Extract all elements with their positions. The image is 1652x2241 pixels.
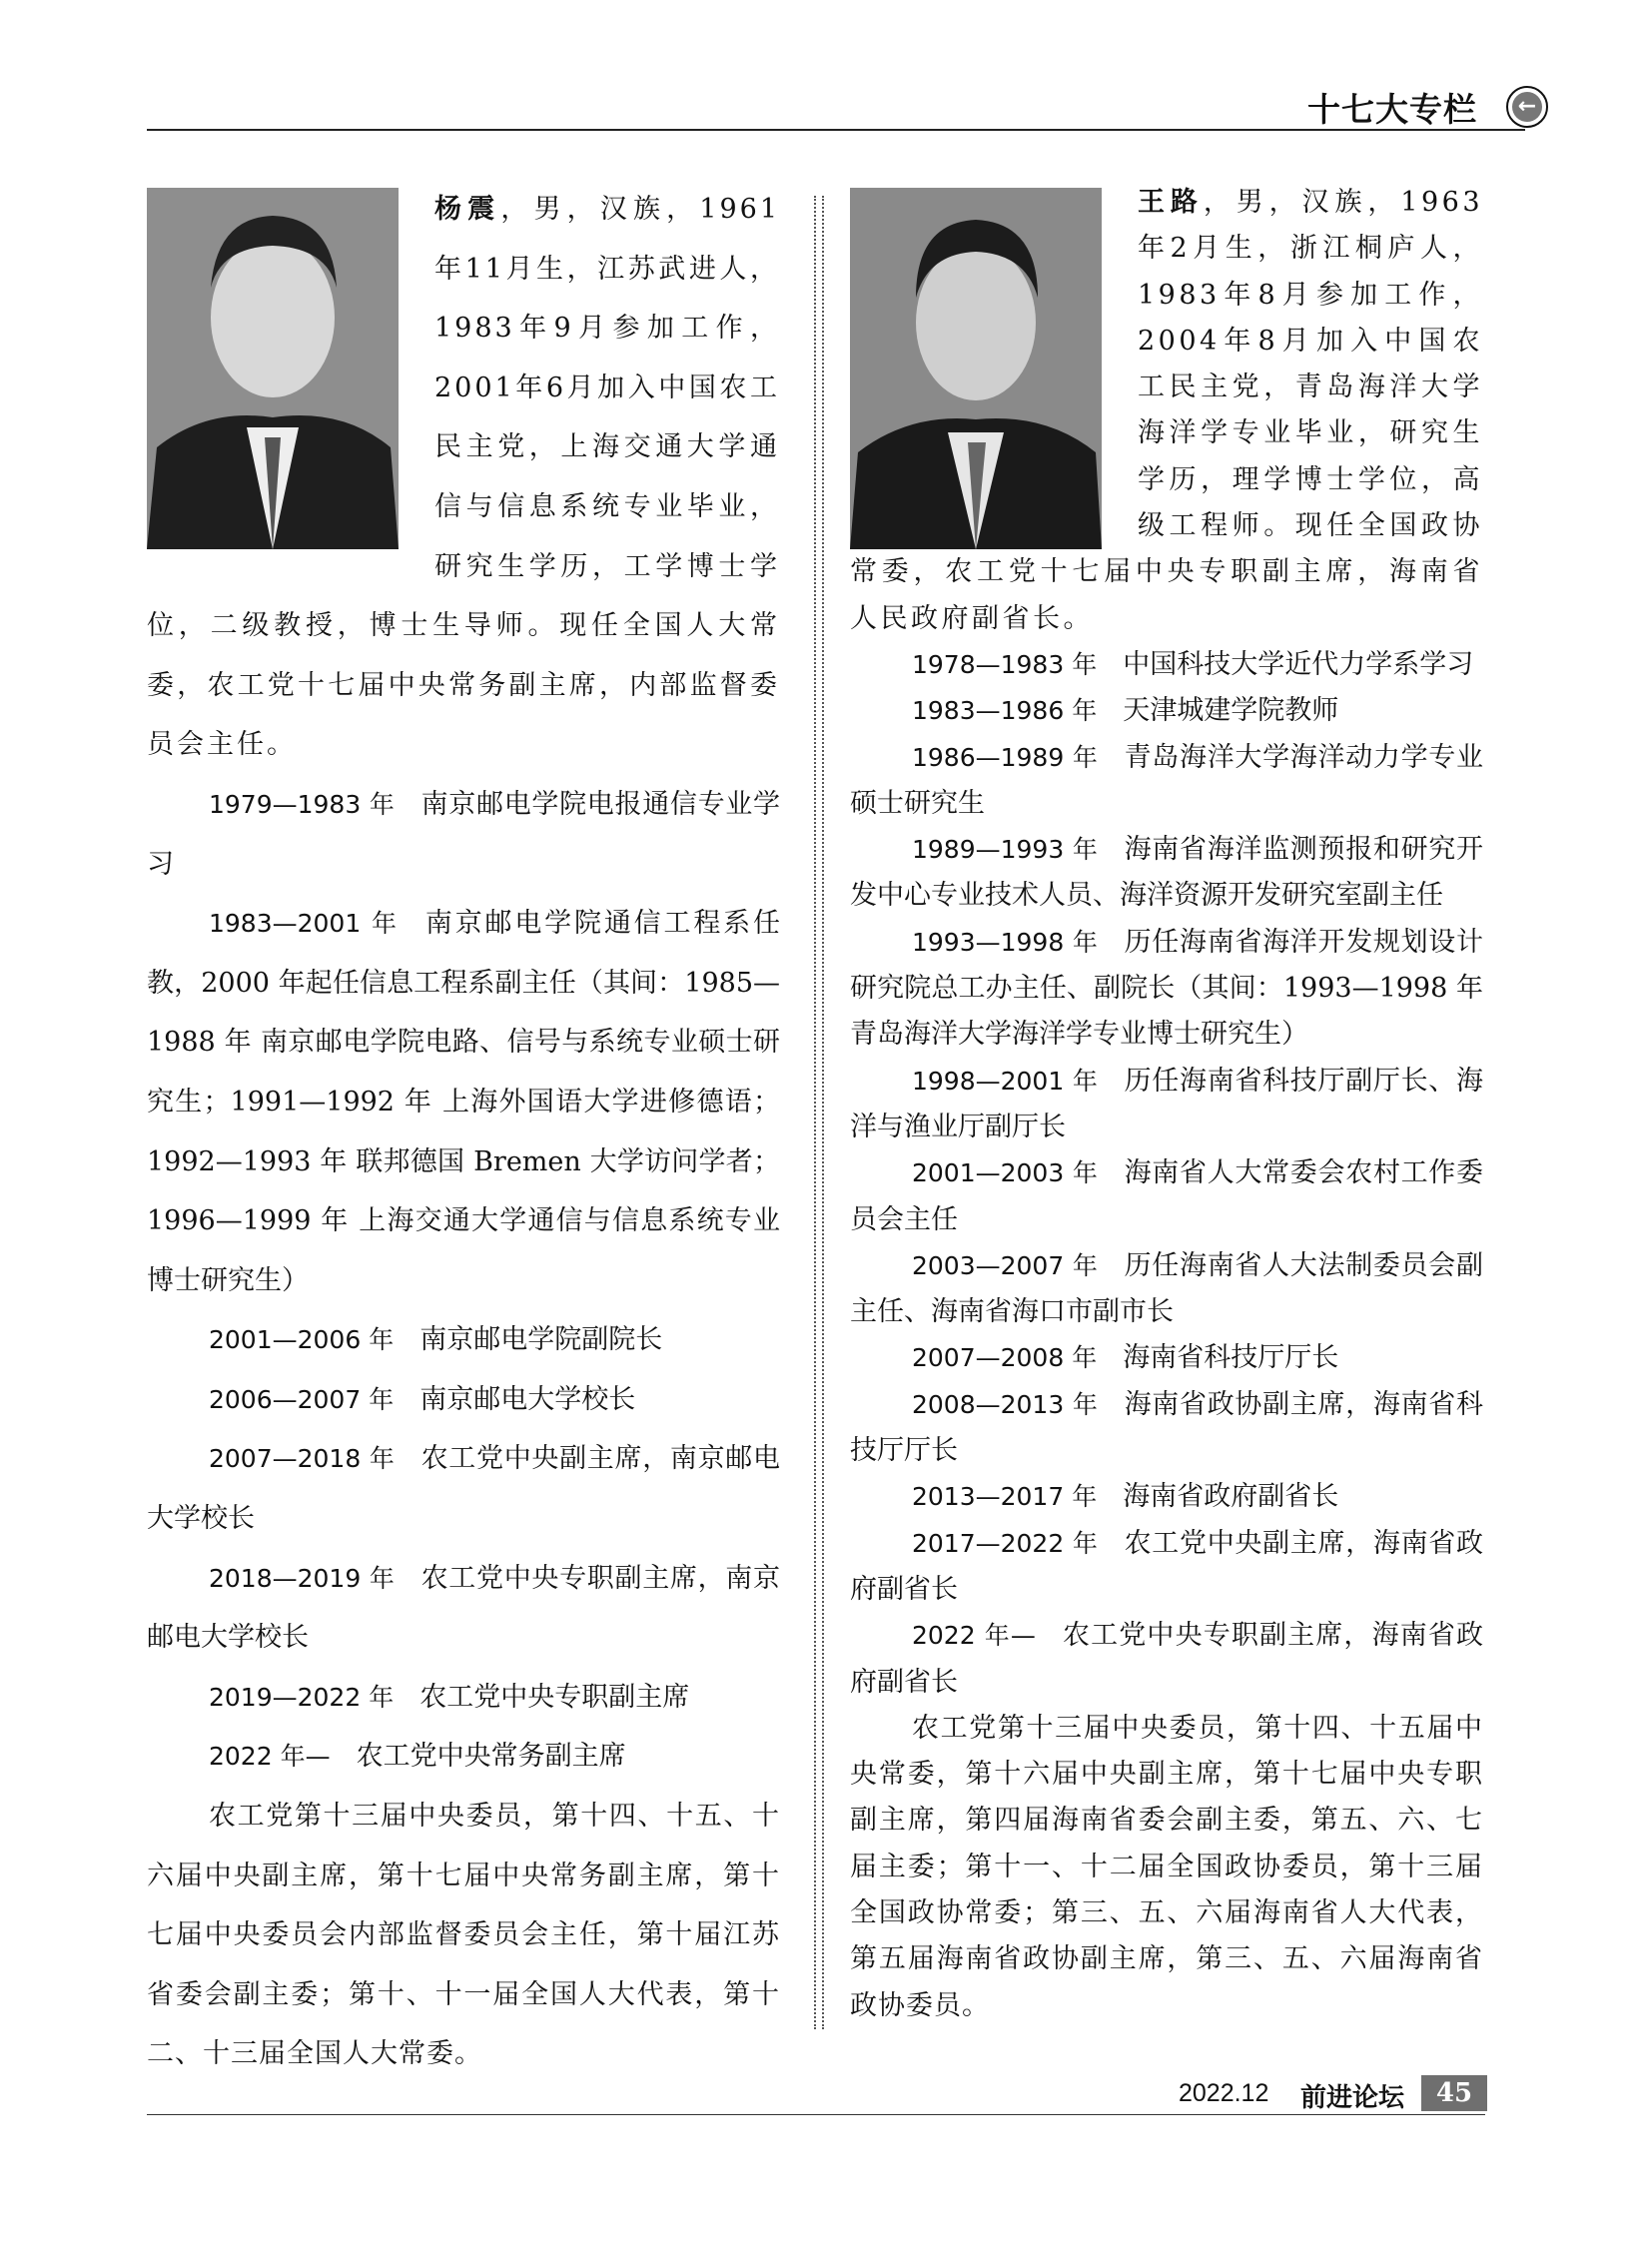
timeline-text: 农工党中央专职副主席，海南省政府副省长 xyxy=(850,1620,1483,1698)
timeline-years: 2013—2017 年 xyxy=(912,1482,1098,1512)
back-arrow-circle-icon[interactable]: ← xyxy=(1506,86,1548,128)
timeline-entry xyxy=(850,827,1483,920)
left-column-profile xyxy=(147,180,780,2084)
timeline-years: 2022 年— xyxy=(912,1621,1036,1651)
timeline-years: 2007—2008 年 xyxy=(912,1343,1098,1373)
issue-date: 2022.12 xyxy=(1179,2079,1269,2107)
timeline-entry xyxy=(850,1613,1483,1706)
timeline-years: 2022 年— xyxy=(209,1742,331,1772)
timeline-entry xyxy=(850,1059,1483,1151)
timeline-years: 2001—2006 年 xyxy=(209,1325,395,1355)
timeline-years: 2017—2022 年 xyxy=(912,1528,1099,1558)
timeline-years: 1983—1986 年 xyxy=(912,696,1098,726)
timeline-text: 海南省科技厅厅长 xyxy=(1123,1342,1339,1374)
column-divider xyxy=(814,196,824,2029)
timeline-years: 2006—2007 年 xyxy=(209,1384,395,1414)
timeline-years: 1986—1989 年 xyxy=(912,742,1099,772)
timeline-entry xyxy=(850,1150,1483,1243)
portrait-photo-wang-lu xyxy=(850,188,1102,549)
timeline-text: 海南省海洋监测预报和研究开发中心专业技术人员、海洋资源开发研究室副主任 xyxy=(850,834,1483,912)
timeline-entry xyxy=(147,1370,780,1430)
timeline-years: 1983—2001 年 xyxy=(209,909,400,939)
timeline-entry xyxy=(147,1310,780,1370)
bio-intro: ，男，汉族，1961年11月生，江苏武进人，1983年9月参加工作，2001年6月加入中国农工民主党，上海交通大学通信与信息系统专业毕业，研究生学历，工学博士学位，二级教授，博士生导师。现任全国人大常委，农工党十七届中央常务副主席，内部监督委员会主任。 xyxy=(147,194,781,761)
timeline-years: 2019—2022 年 xyxy=(209,1682,395,1712)
timeline-years: 2007—2018 年 xyxy=(209,1444,396,1474)
timeline-years: 2001—2003 年 xyxy=(912,1158,1099,1188)
person-name: 王路 xyxy=(1138,187,1204,218)
section-title: 十七大专栏 xyxy=(1307,90,1477,129)
timeline-text: 农工党中央副主席，南京邮电大学校长 xyxy=(147,1443,780,1535)
timeline-years: 1979—1983 年 xyxy=(209,789,396,819)
timeline-entry xyxy=(147,775,780,894)
timeline-text: 南京邮电学院副院长 xyxy=(419,1324,663,1356)
timeline-text: 历任海南省海洋开发规划设计研究院总工办主任、副院长（其间：1993—1998 年 青岛海洋大学海洋学专业博士研究生） xyxy=(850,926,1483,1051)
timeline-years: 1998—2001 年 xyxy=(912,1066,1099,1096)
bio-summary: 农工党第十三届中央委员，第十四、十五届中央常委，第十六届中央副主席，第十七届中央专职副主席，第四届海南省委会副主委，第五、六、七届主委；第十一、十二届全国政协委员，第十三届全国政协常委；第三、五、六届海南省人大代表，第五届海南省政协副主席，第三、五、六届海南省政协委员。 xyxy=(850,1712,1483,2021)
timeline-entry xyxy=(850,1382,1483,1475)
timeline-text: 历任海南省科技厅副厅长、海洋与渔业厅副厅长 xyxy=(850,1065,1483,1142)
career-timeline xyxy=(147,775,780,1787)
timeline-text: 青岛海洋大学海洋动力学专业硕士研究生 xyxy=(850,741,1483,819)
timeline-text: 南京邮电学院电报通信专业学习 xyxy=(147,788,780,880)
timeline-entry xyxy=(850,920,1483,1059)
timeline-entry xyxy=(147,1429,780,1548)
timeline-text: 农工党中央常务副主席 xyxy=(356,1741,626,1773)
timeline-years: 1978—1983 年 xyxy=(912,649,1098,679)
magazine-name: 前进论坛 xyxy=(1300,2083,1405,2113)
timeline-entry xyxy=(850,1521,1483,1614)
timeline-text: 天津城建学院教师 xyxy=(1123,695,1339,727)
footer-rule xyxy=(147,2114,1485,2115)
timeline-text: 农工党中央副主席，海南省政府副省长 xyxy=(850,1527,1483,1605)
timeline-entry xyxy=(850,735,1483,828)
timeline-years: 2008—2013 年 xyxy=(912,1389,1099,1419)
timeline-text: 农工党中央专职副主席，南京邮电大学校长 xyxy=(147,1562,780,1654)
timeline-entry xyxy=(850,642,1483,688)
timeline-years: 2018—2019 年 xyxy=(209,1563,396,1593)
timeline-entry xyxy=(147,1668,780,1728)
timeline-entry xyxy=(850,688,1483,734)
header-rule xyxy=(147,129,1525,131)
timeline-entry xyxy=(850,1243,1483,1336)
timeline-entry xyxy=(850,1474,1483,1520)
timeline-text: 海南省政府副省长 xyxy=(1123,1481,1339,1513)
timeline-entry xyxy=(147,1727,780,1787)
page-number: 45 xyxy=(1421,2075,1487,2111)
bio-intro: ，男，汉族，1963年2月生，浙江桐庐人，1983年8月参加工作，2004年8月加入中国农工民主党，青岛海洋大学海洋学专业毕业，研究生学历，理学博士学位，高级工程师。现任全国政协常委，农工党十七届中央专职副主席，海南省人民政府副省长。 xyxy=(850,187,1484,634)
right-column-profile xyxy=(850,180,1483,2029)
career-timeline xyxy=(850,642,1483,1706)
person-name: 杨震 xyxy=(434,194,501,225)
timeline-text: 南京邮电大学校长 xyxy=(419,1383,636,1415)
timeline-text: 历任海南省人大法制委员会副主任、海南省海口市副市长 xyxy=(850,1249,1483,1328)
timeline-years: 2003—2007 年 xyxy=(912,1250,1099,1280)
timeline-entry xyxy=(147,894,780,1310)
timeline-years: 1989—1993 年 xyxy=(912,835,1099,865)
timeline-text: 海南省政协副主席，海南省科技厅厅长 xyxy=(850,1388,1483,1467)
timeline-entry xyxy=(850,1335,1483,1381)
timeline-text: 中国科技大学近代力学系学习 xyxy=(1123,648,1474,680)
portrait-photo-yang-zhen xyxy=(147,188,399,549)
timeline-entry xyxy=(147,1549,780,1668)
timeline-text: 南京邮电学院通信工程系任教，2000 年起任信息工程系副主任（其间：1985—1988 年 南京邮电学院电路、信号与系统专业硕士研究生；1991—1992 年 上海外国语大学进修德语；1992—1993 年 联邦德国 Bremen 大学访问学者；1996—1999 年 上海交通大学通信与信息系统专业博士研究生） xyxy=(147,908,780,1296)
timeline-text: 农工党中央专职副主席 xyxy=(419,1681,690,1713)
bio-summary: 农工党第十三届中央委员，第十四、十五、十六届中央副主席，第十七届中央常务副主席，第十七届中央委员会内部监督委员会主任，第十届江苏省委会副主委；第十、十一届全国人大代表，第十二、十三届全国人大常委。 xyxy=(147,1801,780,2070)
timeline-years: 1993—1998 年 xyxy=(912,927,1099,957)
timeline-text: 海南省人大常委会农村工作委员会主任 xyxy=(850,1157,1483,1235)
